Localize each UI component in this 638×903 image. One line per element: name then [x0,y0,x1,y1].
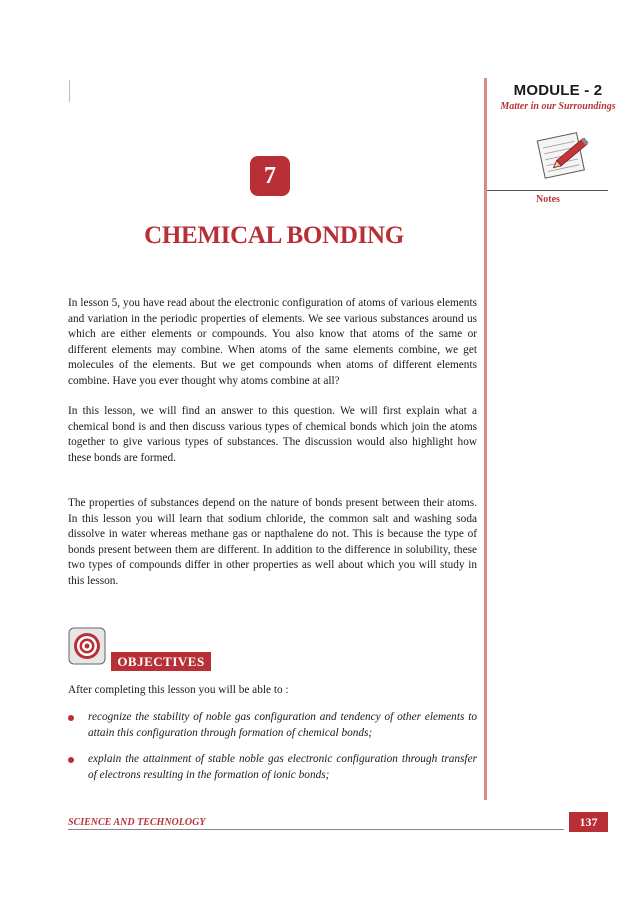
module-heading: MODULE - 2 [513,82,603,99]
crop-mark [69,80,70,102]
chapter-number: 7 [250,156,290,196]
target-icon [68,627,106,665]
notes-label: Notes [536,194,560,205]
notepad-pencil-icon [533,128,595,180]
objective-text: explain the attainment of stable noble gas electronic configuration through transfer of electrons resulting in the formation of ionic bonds; [88,753,477,781]
margin-divider [484,78,487,800]
footer-title: SCIENCE AND TECHNOLOGY [68,817,206,828]
module-subtitle: Matter in our Surroundings [500,101,616,112]
bullet-icon [68,715,74,721]
bullet-icon [68,757,74,763]
notes-rule [487,190,608,191]
intro-paragraph: In lesson 5, you have read about the electronic configuration of atoms of various elements and variation in the periodic properties of elements. We see various substances around us which are either elements or compounds. You also know that atoms of the same or different elements may combine. When atoms of the same elements combine, we get molecules of the elements. But we get compounds when atoms of different elements combine. Have you ever thought why atoms combine at all? [68,297,477,387]
objectives-label: OBJECTIVES [111,652,211,671]
properties-paragraph: The properties of substances depend on the nature of bonds present between their atoms. In this lesson you will learn that sodium chloride, the common salt and washing soda dissolve in water whereas methane gas or napthalene do not. This is because the type of bonds present between them are different. In addition to the difference in solubility, these two types of compounds differ in other properties as well about which you will study in this lesson. [68,497,477,587]
objectives-intro: After completing this lesson you will be able to : [68,684,289,696]
page-number: 137 [569,812,608,832]
objective-text: recognize the stability of noble gas configuration and tendency of other elements to attain this configuration through formation of chemical bonds; [88,711,477,739]
objective-item [68,752,477,784]
footer-rule [68,829,564,830]
objective-item [68,710,477,742]
chapter-title: CHEMICAL BONDING [144,222,404,249]
lesson-paragraph: In this lesson, we will find an answer to this question. We will first explain what a chemical bond is and then discuss various types of chemical bonds which join the atoms together to give various types of substances. The discussion would also highlight how these bonds are formed. [68,405,477,464]
